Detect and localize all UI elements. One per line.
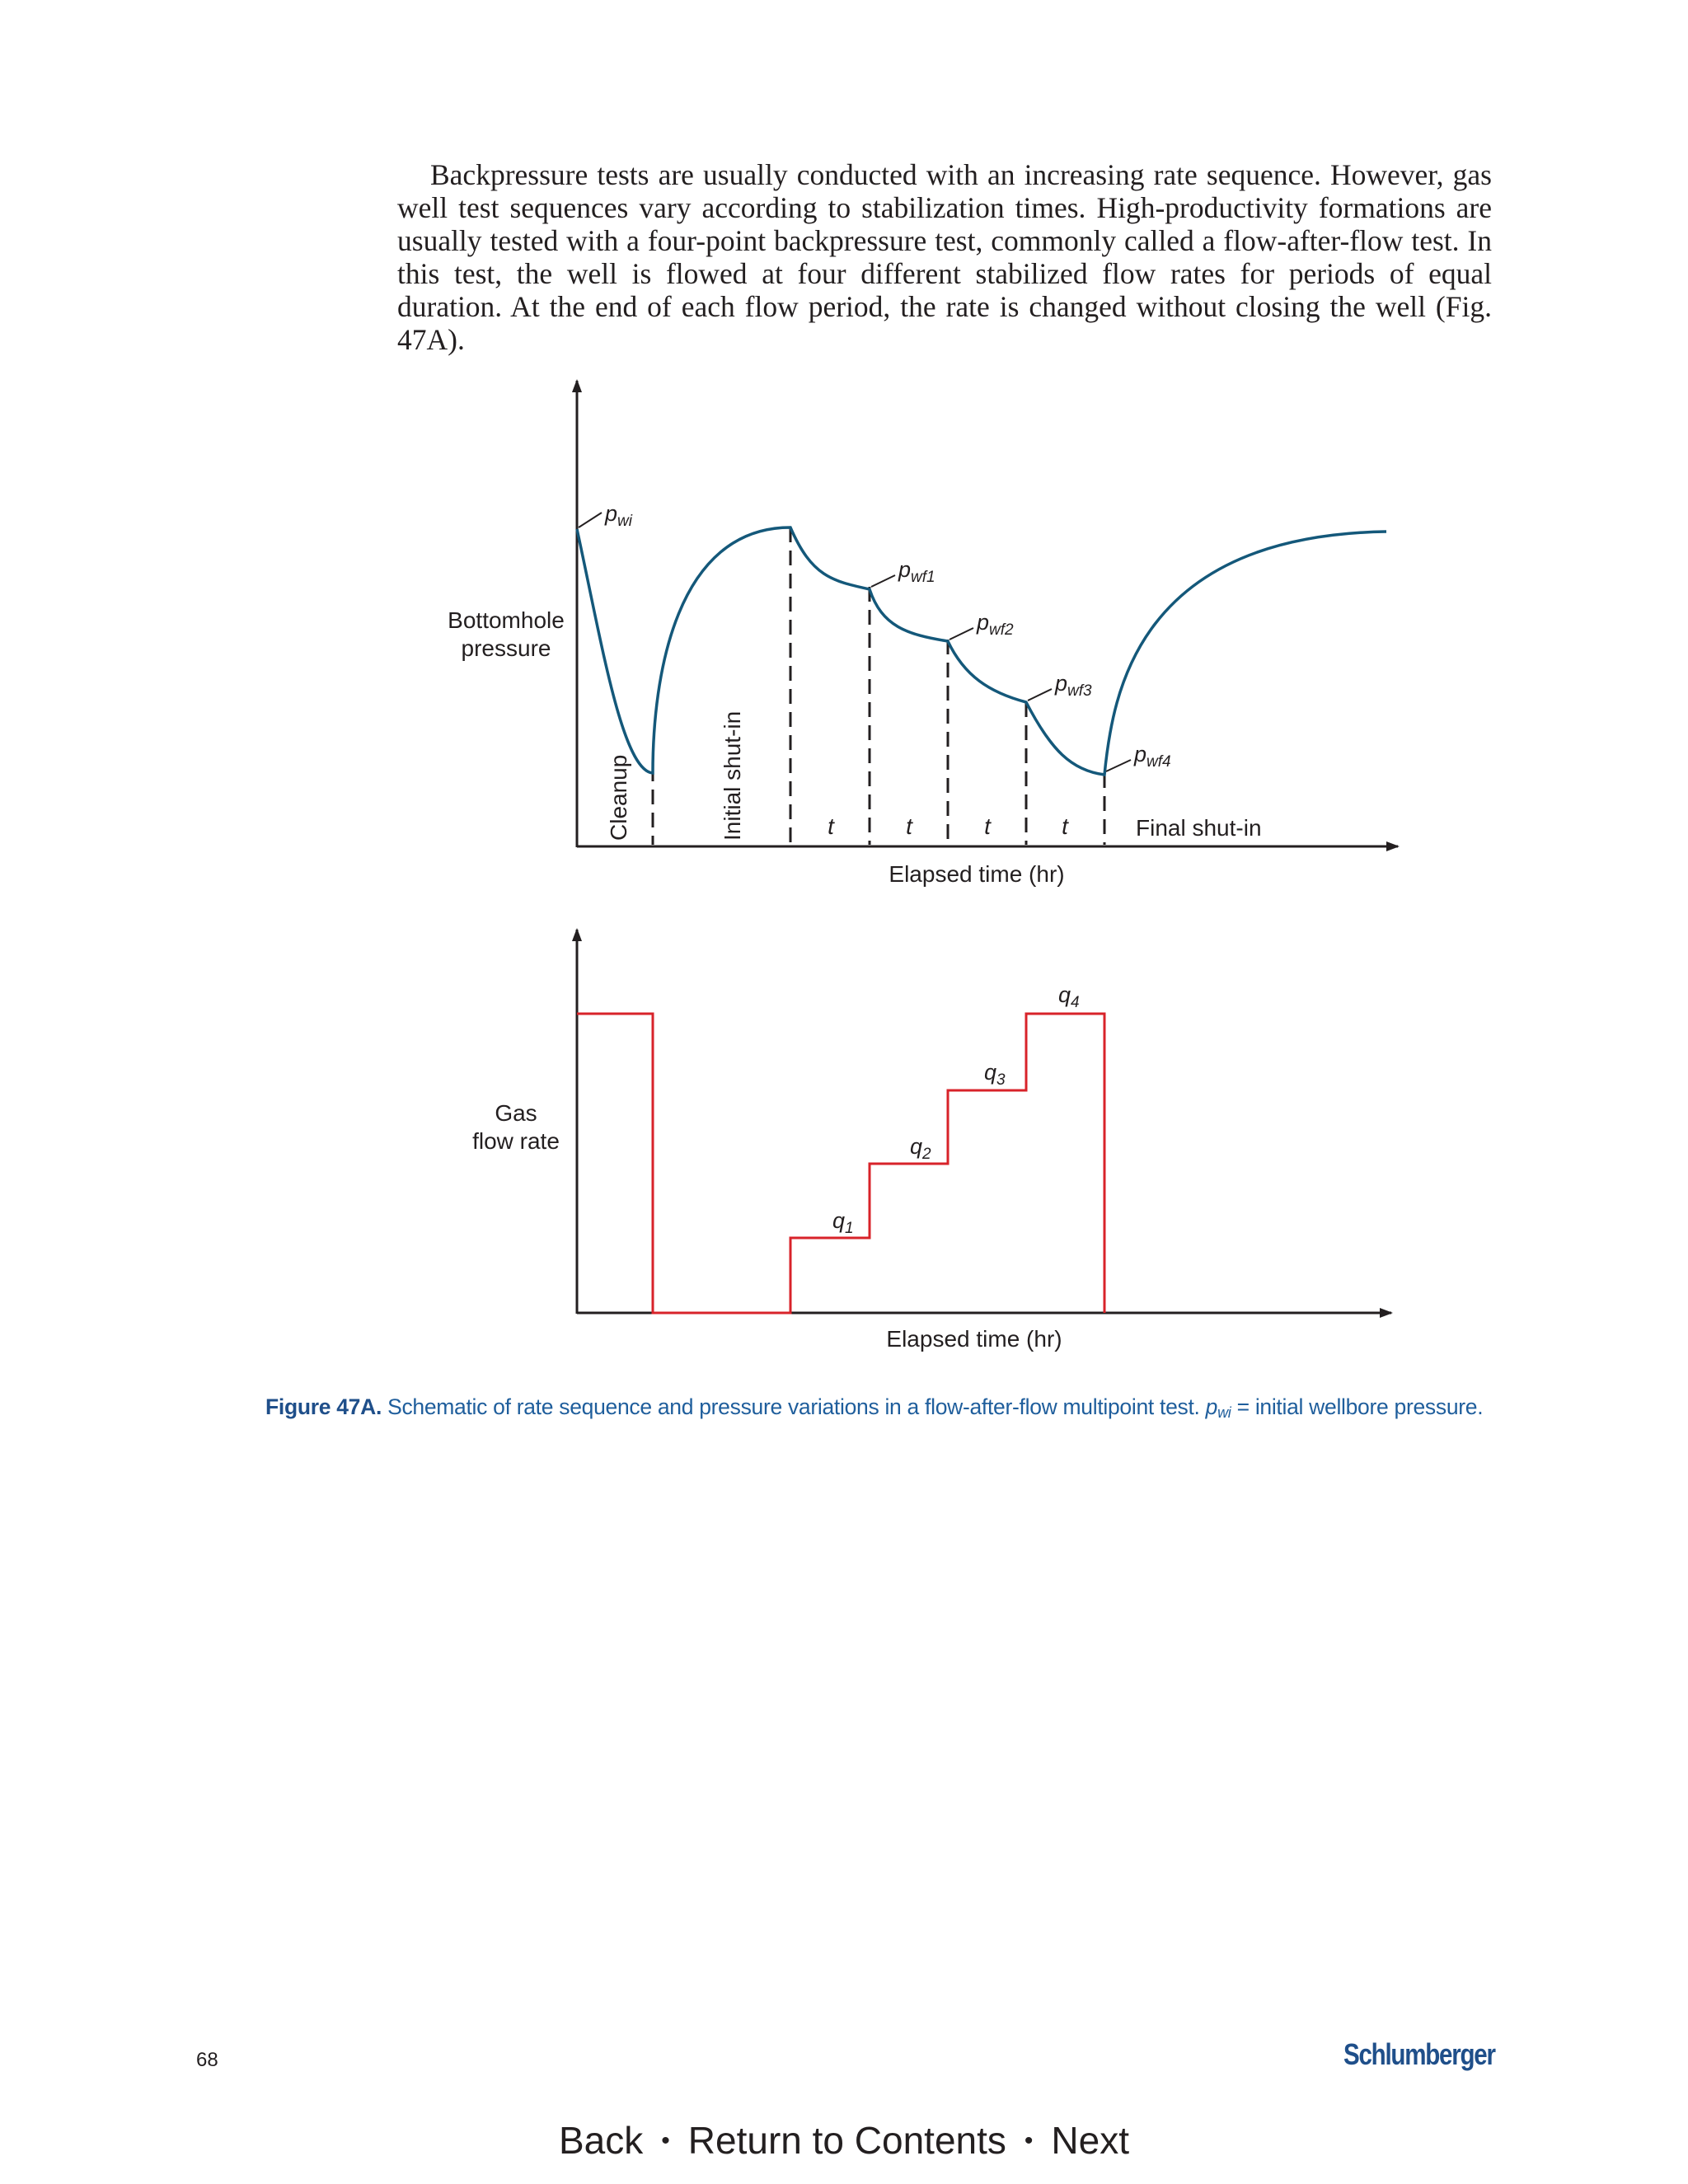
period-final-shutin-label: Final shut-in xyxy=(1136,815,1262,841)
t-label-3: t xyxy=(984,813,991,839)
period-initial-shutin-label: Initial shut-in xyxy=(720,710,745,841)
pwf4-label: $p_{wf4}$ xyxy=(1134,742,1171,771)
q3-label: $q_3$ xyxy=(984,1060,1006,1089)
caption-label: Figure 47A. xyxy=(265,1394,382,1419)
figure-caption xyxy=(265,1394,1502,1422)
pressure-leaders xyxy=(579,513,1131,771)
q1-label: $q_1$ xyxy=(832,1208,854,1237)
t-label-1: t xyxy=(828,813,834,839)
nav-separator: • xyxy=(661,2127,670,2154)
rate-xlabel: Elapsed time (hr) xyxy=(886,1326,1062,1352)
rate-ylabel-line2: flow rate xyxy=(472,1128,560,1154)
period-dividers xyxy=(577,527,1104,845)
page-number: 68 xyxy=(196,2049,218,2071)
pressure-chart xyxy=(448,381,1398,887)
pwi-label: $p_{wi}$ xyxy=(605,501,632,530)
pressure-curve xyxy=(577,527,1386,775)
return-to-contents-link[interactable]: Return to Contents xyxy=(687,2119,1006,2162)
pwf1-leader xyxy=(871,575,895,587)
next-link[interactable]: Next xyxy=(1051,2119,1129,2162)
body-paragraph: Backpressure tests are usually conducted with an increasing rate sequence. However, gas well test sequences vary according to stabilization times. High-productivity formations are usually tested with a four-point backpressure test, commonly called a flow-after-flow test. In this test, the well is flowed at four different stabilized flow rates for periods of equal duration. At the end of each flow period, the rate is changed without closing the well (Fig. 47A). xyxy=(397,158,1492,356)
period-cleanup-label: Cleanup xyxy=(606,754,631,841)
nav-separator: • xyxy=(1024,2127,1034,2154)
pressure-ylabel-line1: Bottomhole xyxy=(448,607,565,633)
rate-step-curve xyxy=(577,1014,1104,1313)
t-label-2: t xyxy=(906,813,912,839)
back-link[interactable]: Back xyxy=(559,2119,644,2162)
rate-ylabel-line1: Gas xyxy=(495,1100,537,1126)
rate-chart xyxy=(472,930,1391,1352)
q2-label: $q_2$ xyxy=(910,1134,931,1163)
pwf2-label: $p_{wf2}$ xyxy=(977,610,1014,639)
pwf3-leader xyxy=(1028,689,1052,701)
caption-symbol: p xyxy=(1205,1394,1218,1419)
caption-symbol-sub: wi xyxy=(1217,1404,1231,1421)
pwf2-leader xyxy=(950,628,973,640)
pressure-ylabel-line2: pressure xyxy=(461,635,551,661)
q4-label: $q_4$ xyxy=(1058,982,1080,1011)
caption-text-after: = initial wellbore pressure. xyxy=(1231,1394,1484,1419)
caption-text: Schematic of rate sequence and pressure variations in a flow-after-flow multipoint test. xyxy=(382,1394,1206,1419)
pressure-xlabel: Elapsed time (hr) xyxy=(889,861,1065,887)
brand-logo: Schlumberger xyxy=(1343,2037,1495,2071)
pwf4-leader xyxy=(1106,760,1131,771)
pwi-leader xyxy=(579,513,602,527)
pwf1-label: $p_{wf1}$ xyxy=(898,557,935,586)
t-label-4: t xyxy=(1062,813,1068,839)
page-navigation xyxy=(0,2118,1688,2163)
pwf3-label: $p_{wf3}$ xyxy=(1055,671,1092,700)
